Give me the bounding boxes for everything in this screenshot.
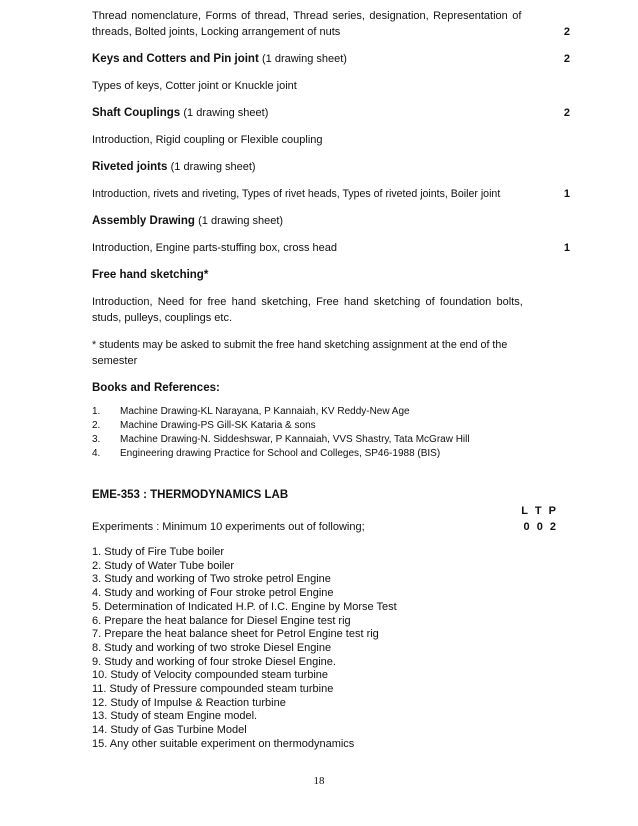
ltp-line2: 0 0 2	[523, 521, 558, 533]
experiment-item: 1. Study of Fire Tube boiler	[92, 546, 225, 558]
experiment-list	[92, 546, 570, 752]
book-item	[92, 433, 570, 447]
shaft-heading-row	[92, 105, 570, 121]
shaft-count: 2	[563, 107, 570, 119]
shaft-desc: Introduction, Rigid coupling or Flexible coupling	[92, 134, 323, 146]
riveted-desc: Introduction, rivets and riveting, Types of rivet heads, Types of riveted joints, Boiler joint	[92, 188, 501, 200]
book-item	[92, 447, 570, 461]
assembly-title: Assembly Drawing	[92, 215, 195, 227]
freehand-note-line1: * students may be asked to submit the free hand sketching assignment at the end of the	[92, 339, 508, 351]
book-number: 3.	[92, 434, 101, 445]
assembly-desc: Introduction, Engine parts-stuffing box, cross head	[92, 242, 337, 254]
ltp-line1: L T P	[521, 505, 558, 517]
experiment-item: 7. Prepare the heat balance sheet for Petrol Engine test rig	[92, 628, 379, 641]
experiment-item: 9. Study and working of four stroke Diesel Engine.	[92, 655, 336, 668]
freehand-note-line2: semester	[92, 355, 138, 367]
keys-title: Keys and Cotters and Pin joint	[92, 53, 259, 65]
book-item	[92, 405, 570, 419]
book-item	[92, 419, 570, 433]
assembly-sheets: (1 drawing sheet)	[198, 215, 284, 227]
book-text: Machine Drawing-PS Gill-SK Kataria & sons	[120, 420, 316, 431]
page-number: 18	[313, 775, 325, 787]
experiment-item: 12. Study of Impulse & Reaction turbine	[92, 696, 286, 709]
experiment-item: 10. Study of Velocity compounded steam turbine	[92, 669, 329, 682]
book-number: 1.	[92, 406, 101, 417]
experiment-item: 3. Study and working of Two stroke petrol Engine	[92, 573, 331, 586]
keys-desc: Types of keys, Cotter joint or Knuckle joint	[92, 80, 297, 92]
freehand-desc-line1: Introduction, Need for free hand sketching, Free hand sketching of foundation bolts,	[92, 296, 523, 308]
thread-count: 2	[563, 26, 570, 38]
assembly-count: 1	[563, 242, 570, 254]
experiment-item: 11. Study of Pressure compounded steam turbine	[92, 683, 334, 696]
experiment-item: 6. Prepare the heat balance for Diesel Engine test rig	[92, 614, 351, 627]
experiment-item: 13. Study of steam Engine model.	[92, 710, 258, 723]
experiment-item: 2. Study of Water Tube boiler	[92, 559, 235, 572]
experiment-item: 14. Study of Gas Turbine Model	[92, 724, 247, 737]
riveted-count: 1	[563, 188, 570, 200]
experiment-item: 15. Any other suitable experiment on thermodynamics	[92, 737, 355, 750]
lab-intro: Experiments : Minimum 10 experiments out of following;	[92, 521, 365, 533]
page-content	[92, 8, 570, 752]
book-text: Engineering drawing Practice for School and Colleges, SP46-1988 (BIS)	[120, 448, 441, 459]
thread-row	[92, 24, 570, 40]
book-text: Machine Drawing-N. Siddeshswar, P Kannaiah, VVS Shastry, Tata McGraw Hill	[120, 434, 470, 445]
experiment-item: 8. Study and working of two stroke Diesel Engine	[92, 641, 332, 654]
keys-heading	[92, 51, 347, 67]
thread-desc-line1: Thread nomenclature, Forms of thread, Thread series, designation, Representation of	[92, 10, 522, 22]
shaft-sheets: (1 drawing sheet)	[183, 107, 269, 119]
shaft-title: Shaft Couplings	[92, 107, 181, 119]
freehand-desc-line2: studs, pulleys, couplings etc.	[92, 312, 233, 324]
book-number: 2.	[92, 420, 101, 431]
riveted-heading	[92, 159, 570, 175]
riveted-desc-row	[92, 186, 570, 202]
riveted-title: Riveted joints	[92, 161, 168, 173]
assembly-desc-row	[92, 240, 570, 256]
experiment-item: 4. Study and working of Four stroke petrol Engine	[92, 587, 334, 600]
riveted-sheets: (1 drawing sheet)	[170, 161, 256, 173]
keys-count: 2	[563, 53, 570, 65]
books-heading: Books and References:	[92, 382, 220, 394]
thread-desc-line2: threads, Bolted joints, Locking arrangement of nuts	[92, 26, 341, 38]
keys-sheets: (1 drawing sheet)	[261, 53, 347, 65]
book-number: 4.	[92, 448, 101, 459]
book-text: Machine Drawing-KL Narayana, P Kannaiah, KV Reddy-New Age	[120, 406, 410, 417]
experiment-item: 5. Determination of Indicated H.P. of I.C. Engine by Morse Test	[92, 600, 397, 613]
books-list	[92, 405, 570, 461]
shaft-heading	[92, 105, 268, 121]
freehand-heading: Free hand sketching*	[92, 269, 209, 281]
lab-heading: EME-353 : THERMODYNAMICS LAB	[92, 489, 289, 501]
keys-heading-row	[92, 51, 570, 67]
assembly-heading	[92, 213, 570, 229]
